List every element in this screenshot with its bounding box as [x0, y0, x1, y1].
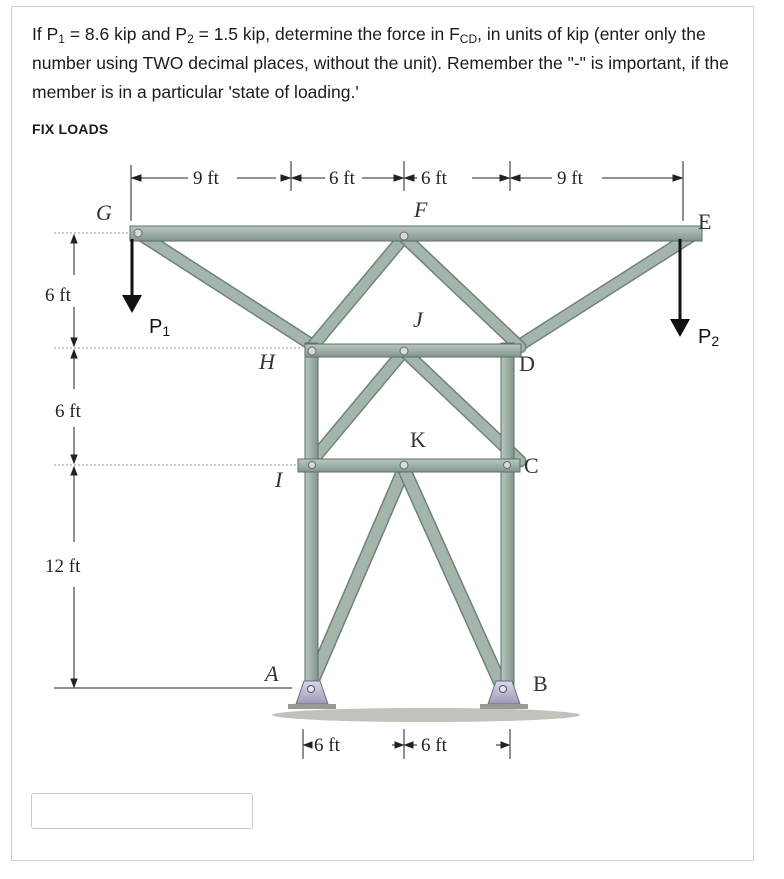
dim-top-2: 6 ft: [329, 168, 355, 189]
joint-label-F: F: [414, 197, 428, 222]
column-left: [305, 343, 318, 693]
load-label-p1: P1: [149, 316, 171, 339]
joint-label-C: C: [524, 453, 539, 478]
dim-top-4: 9 ft: [557, 168, 583, 189]
question-text: If $P_1 = 8.6$ kip and $P_2 = 1.5$ kip, determine the force in $F_{CD}$, in units of kip (enter only the number using TWO decimal places, without the unit). Remember the "-" is important, if the member is in a particular 'state of loading.': [32, 24, 729, 102]
support-A: [288, 681, 336, 709]
dim-bottom-2: 6 ft: [421, 735, 447, 756]
joint-label-A: A: [265, 661, 279, 686]
support-B: [480, 681, 528, 709]
joint-label-D: D: [519, 351, 535, 376]
dim-left-3: 12 ft: [45, 556, 81, 577]
joint-label-K: K: [410, 427, 426, 452]
answer-input[interactable]: [31, 793, 253, 829]
load-arrow-p1: [122, 239, 142, 313]
dim-left-1: 6 ft: [45, 285, 71, 306]
member-top-chord: [130, 226, 702, 241]
dim-left-2: 6 ft: [55, 401, 81, 422]
joint-label-G: G: [96, 200, 112, 225]
left-dimension-lines: [54, 233, 302, 688]
truss-figure: [12, 7, 755, 787]
column-right: [501, 343, 514, 693]
member-HD: [305, 344, 521, 357]
dim-bottom-1: 6 ft: [314, 735, 340, 756]
joint-label-J: J: [413, 307, 423, 332]
member-IC: [298, 459, 520, 472]
section-label: FIX LOADS: [32, 121, 109, 137]
joint-label-B: B: [533, 671, 548, 696]
joint-label-H: H: [259, 349, 275, 374]
joint-label-I: I: [275, 467, 283, 492]
load-label-p2: P2: [698, 326, 720, 349]
ground-shadow: [272, 708, 580, 722]
question-card: [11, 6, 754, 861]
dim-top-3: 6 ft: [421, 168, 447, 189]
joint-label-E: E: [698, 209, 712, 234]
dim-top-1: 9 ft: [193, 168, 219, 189]
